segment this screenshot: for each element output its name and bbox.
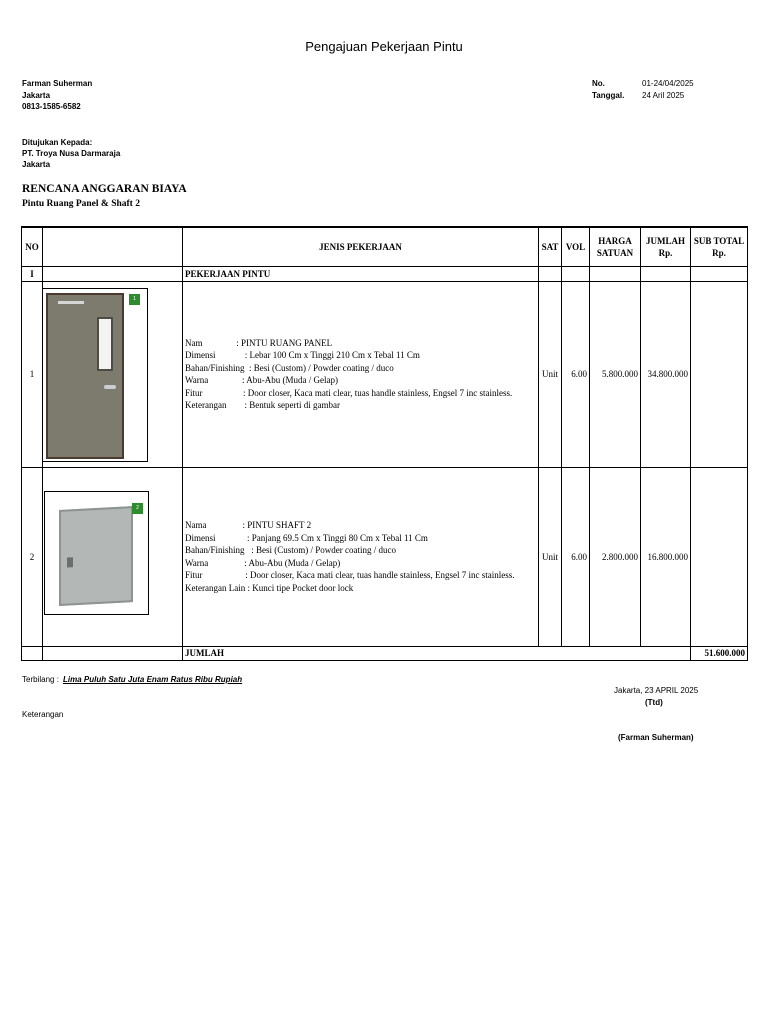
door-panel-image [42, 288, 148, 462]
header-jenis: JENIS PEKERJAAN [183, 227, 539, 266]
row-vol: 6.00 [562, 281, 590, 467]
doc-date-value: 24 Aril 2025 [642, 91, 685, 100]
header-vol: VOL [562, 227, 590, 266]
shaft-door-image [44, 491, 149, 615]
header-no: NO [22, 227, 43, 266]
sender-phone: 0813-1585-6582 [22, 102, 81, 111]
image-badge: 1 [129, 294, 140, 305]
section-subtitle: Pintu Ruang Panel & Shaft 2 [22, 199, 140, 209]
row-subtotal [691, 467, 748, 646]
row-harga: 5.800.000 [590, 281, 641, 467]
row-no: 2 [22, 467, 43, 646]
header-harga: HARGA SATUAN [590, 227, 641, 266]
signature-place-date: Jakarta, 23 APRIL 2025 [614, 686, 699, 695]
table-header-row [22, 227, 748, 266]
row-sat: Unit [539, 467, 562, 646]
row-subtotal [691, 281, 748, 467]
header-sat: SAT [539, 227, 562, 266]
terbilang-value: Lima Puluh Satu Juta Enam Ratus Ribu Rupiah [63, 675, 243, 684]
doc-number-value: 01-24/04/2025 [642, 79, 694, 88]
doc-date-label: Tanggal. [592, 91, 625, 100]
terbilang-label: Terbilang : [22, 675, 59, 684]
row-jumlah: 16.800.000 [641, 467, 691, 646]
door-handle-shape [104, 385, 116, 389]
header-jumlah: JUMLAH Rp. [641, 227, 691, 266]
group-name: PEKERJAAN PINTU [183, 266, 539, 281]
sender-city: Jakarta [22, 91, 51, 100]
row-harga: 2.800.000 [590, 467, 641, 646]
header-subtotal: SUB TOTAL Rp. [691, 227, 748, 266]
recipient-company: PT. Troya Nusa Darmaraja [22, 149, 121, 158]
row-jumlah: 34.800.000 [641, 281, 691, 467]
signature-name: (Farman Suherman) [618, 733, 694, 742]
total-label: JUMLAH [183, 646, 539, 660]
recipient-city: Jakarta [22, 160, 51, 169]
section-title: RENCANA ANGGARAN BIAYA [22, 183, 187, 195]
row-no: 1 [22, 281, 43, 467]
total-value: 51.600.000 [691, 646, 748, 660]
recipient-label: Ditujukan Kepada: [22, 138, 93, 147]
keterangan-label: Keterangan [22, 710, 64, 719]
door-illustration [46, 293, 124, 459]
doc-number-label: No. [592, 79, 605, 88]
total-row [22, 646, 748, 660]
shaft-lock-shape [67, 557, 73, 567]
group-row [22, 266, 748, 281]
sender-name: Farman Suherman [22, 79, 93, 88]
header-spacer [43, 227, 183, 266]
row-vol: 6.00 [562, 467, 590, 646]
group-spacer [43, 266, 183, 281]
row-description: Nam : PINTU RUANG PANEL Dimensi : Lebar 100 Cm x Tinggi 210 Cm x Tebal 11 Cm Bahan/Finishing : Besi (Custom) / Powder coating / duco Warna : Abu-Abu (Muda / Gelap) Fitur : Door closer, Kaca mati clear, tuas handle stainless, Engsel 7 inc stainless. Keterangan : Bentuk seperti di gambar [183, 281, 539, 467]
group-no: I [22, 266, 43, 281]
row-sat: Unit [539, 281, 562, 467]
row-description: Nama : PINTU SHAFT 2 Dimensi : Panjang 69.5 Cm x Tinggi 80 Cm x Tebal 11 Cm Bahan/Finishing : Besi (Custom) / Powder coating / duco Warna : Abu-Abu (Muda / Gelap) Fitur : Door closer, Kaca mati clear, tuas handle stainless, Engsel 7 inc stainless. Keterangan Lain : Kunci tipe Pocket door lock [183, 467, 539, 646]
page-title: Pengajuan Pekerjaan Pintu [305, 39, 463, 54]
door-closer-shape [58, 301, 84, 304]
door-window-shape [97, 317, 113, 371]
shaft-illustration [59, 506, 133, 606]
signature-ttd: (Ttd) [645, 698, 663, 707]
image-badge: 2 [132, 503, 143, 514]
